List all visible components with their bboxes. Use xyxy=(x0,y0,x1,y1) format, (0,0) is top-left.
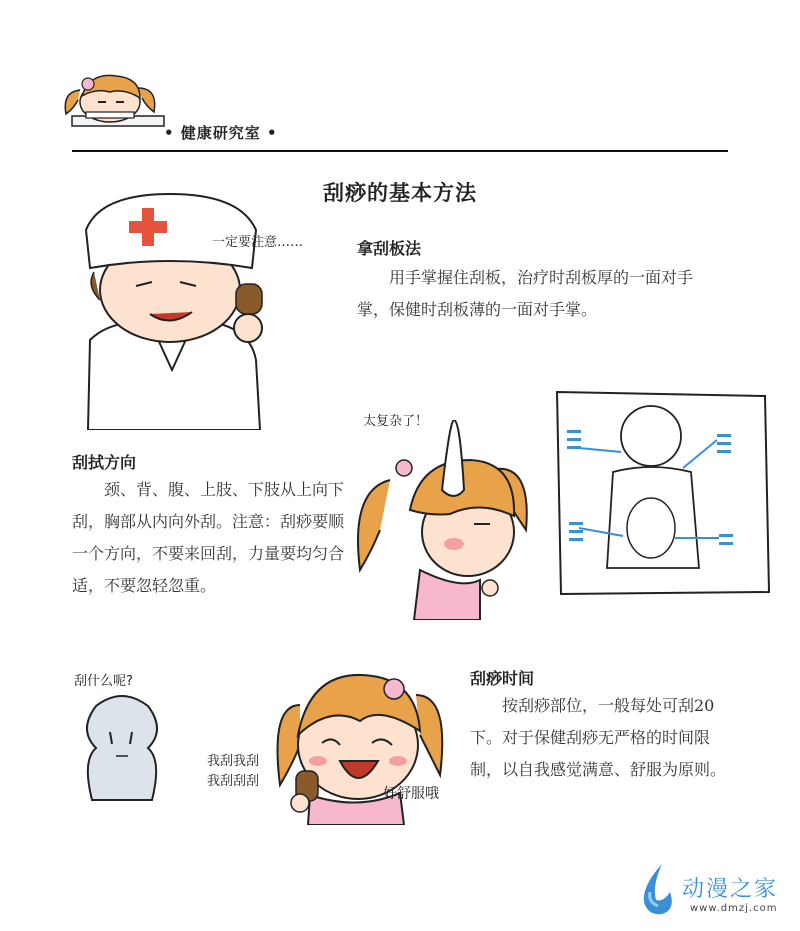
header-label: • 健康研究室 • xyxy=(164,124,278,142)
section-text-time: 按刮痧部位，一般每处可刮20下。对于保健刮痧无严格的时间限制，以自我感觉满意、舒服为原则。 xyxy=(470,696,727,779)
section-title-time: 刮痧时间 xyxy=(470,669,535,688)
girl-scraping-speech-1: 我刮我刮 xyxy=(207,754,260,769)
section-text-grip: 用手掌握住刮板，治疗时刮板厚的一面对手掌，保健时刮板薄的一面对手掌。 xyxy=(357,268,694,319)
section-text-direction: 颈、背、腹、上肢、下肢从上向下刮，胸部从内向外刮。注意：刮痧要顺一个方向，不要来回刮，力量要均匀合适，不要忽轻忽重。 xyxy=(72,480,345,595)
doctor-speech: 一定要注意…… xyxy=(212,235,304,250)
girl-happy-speech: 好舒服哦 xyxy=(383,786,439,802)
header-mascot-icon xyxy=(58,68,168,134)
watermark-url: www.dmzj.com xyxy=(690,903,778,914)
watermark-logo-icon xyxy=(638,862,678,918)
girl-confused-illustration xyxy=(350,420,535,620)
watermark-name: 动漫之家 xyxy=(682,877,779,902)
gray-figure-illustration xyxy=(72,690,172,810)
page-title: 刮痧的基本方法 xyxy=(323,181,477,205)
header-divider xyxy=(72,150,728,152)
girl-scraping-speech-2: 我刮刮刮 xyxy=(207,774,260,789)
doctor-illustration xyxy=(80,190,270,430)
girl-confused-speech: 太复杂了！ xyxy=(363,414,429,429)
body-chart-illustration xyxy=(553,388,773,598)
section-title-direction: 刮拭方向 xyxy=(72,453,137,472)
figure-speech: 刮什么呢? xyxy=(74,674,133,689)
section-title-grip: 拿刮板法 xyxy=(357,239,422,258)
